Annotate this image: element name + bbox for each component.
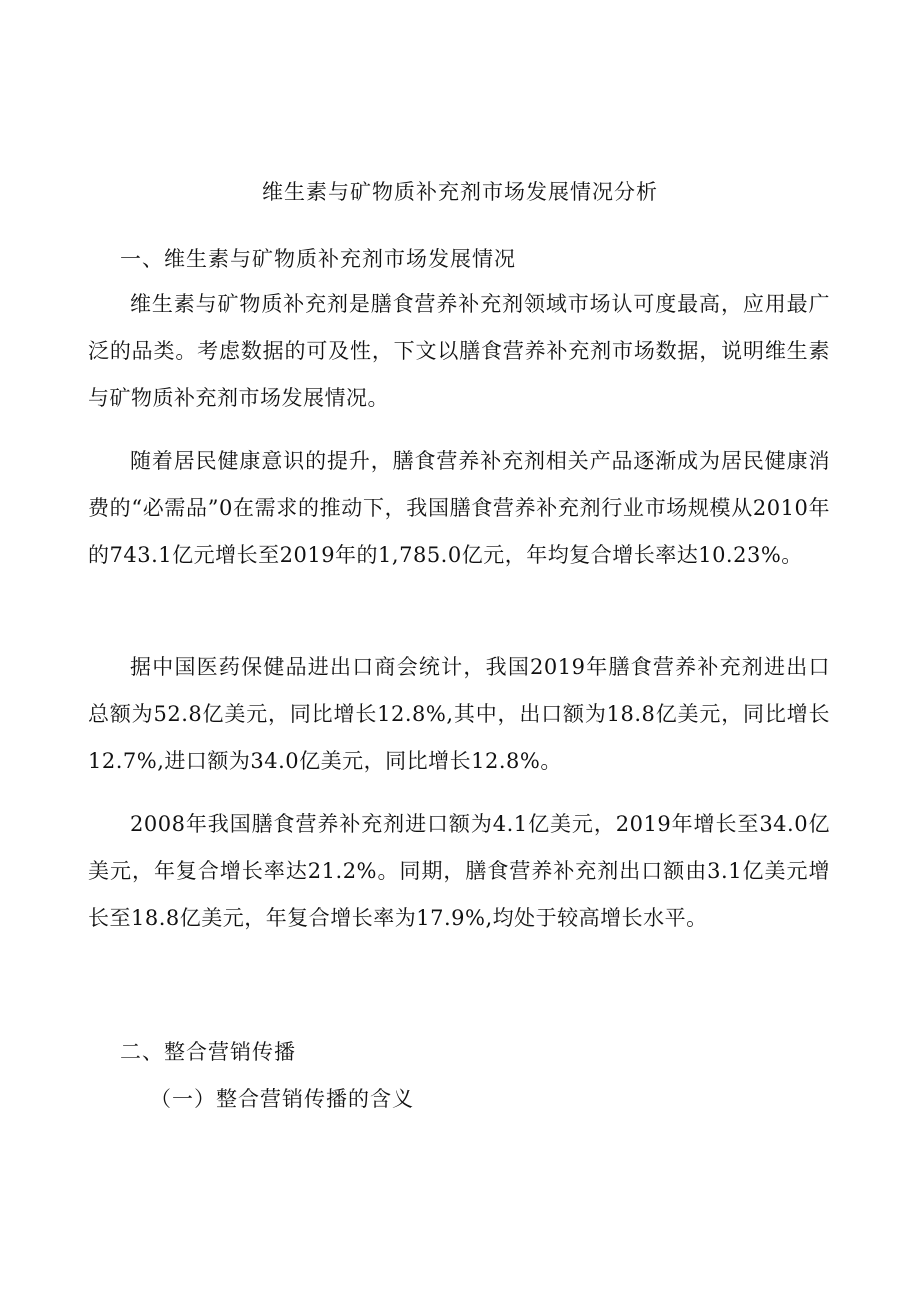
paragraph-3: 据中国医药保健品进出口商会统计，我国2019年膳食营养补充剂进出口总额为52.8亿美元，同比增长12.8%,其中，出口额为18.8亿美元，同比增长12.7%,进口额为34.0亿美元，同比增长12.8%。 bbox=[88, 655, 830, 773]
paragraph-2: 随着居民健康意识的提升，膳食营养补充剂相关产品逐渐成为居民健康消费的“必需品”0在需求的推动下，我国膳食营养补充剂行业市场规模从2010年的743.1亿元增长至2019年的1,785.0亿元，年均复合增长率达10.23%。 bbox=[88, 449, 830, 567]
paragraph-1: 维生素与矿物质补充剂是膳食营养补充剂领域市场认可度最高，应用最广泛的品类。考虑数据的可及性，下文以膳食营养补充剂市场数据，说明维生素与矿物质补充剂市场发展情况。 bbox=[88, 292, 830, 410]
section-1-heading: 一、维生素与矿物质补充剂市场发展情况 bbox=[120, 247, 516, 271]
document-title: 维生素与矿物质补充剂市场发展情况分析 bbox=[262, 180, 658, 204]
section-2-heading: 二、整合营销传播 bbox=[120, 1040, 296, 1064]
paragraph-4: 2008年我国膳食营养补充剂进口额为4.1亿美元，2019年增长至34.0亿美元，年复合增长率达21.2%。同期，膳食营养补充剂出口额由3.1亿美元增长至18.8亿美元，年复合增长率为17.9%,均处于较高增长水平。 bbox=[88, 812, 830, 930]
section-2-subheading: （一）整合营销传播的含义 bbox=[150, 1087, 414, 1111]
